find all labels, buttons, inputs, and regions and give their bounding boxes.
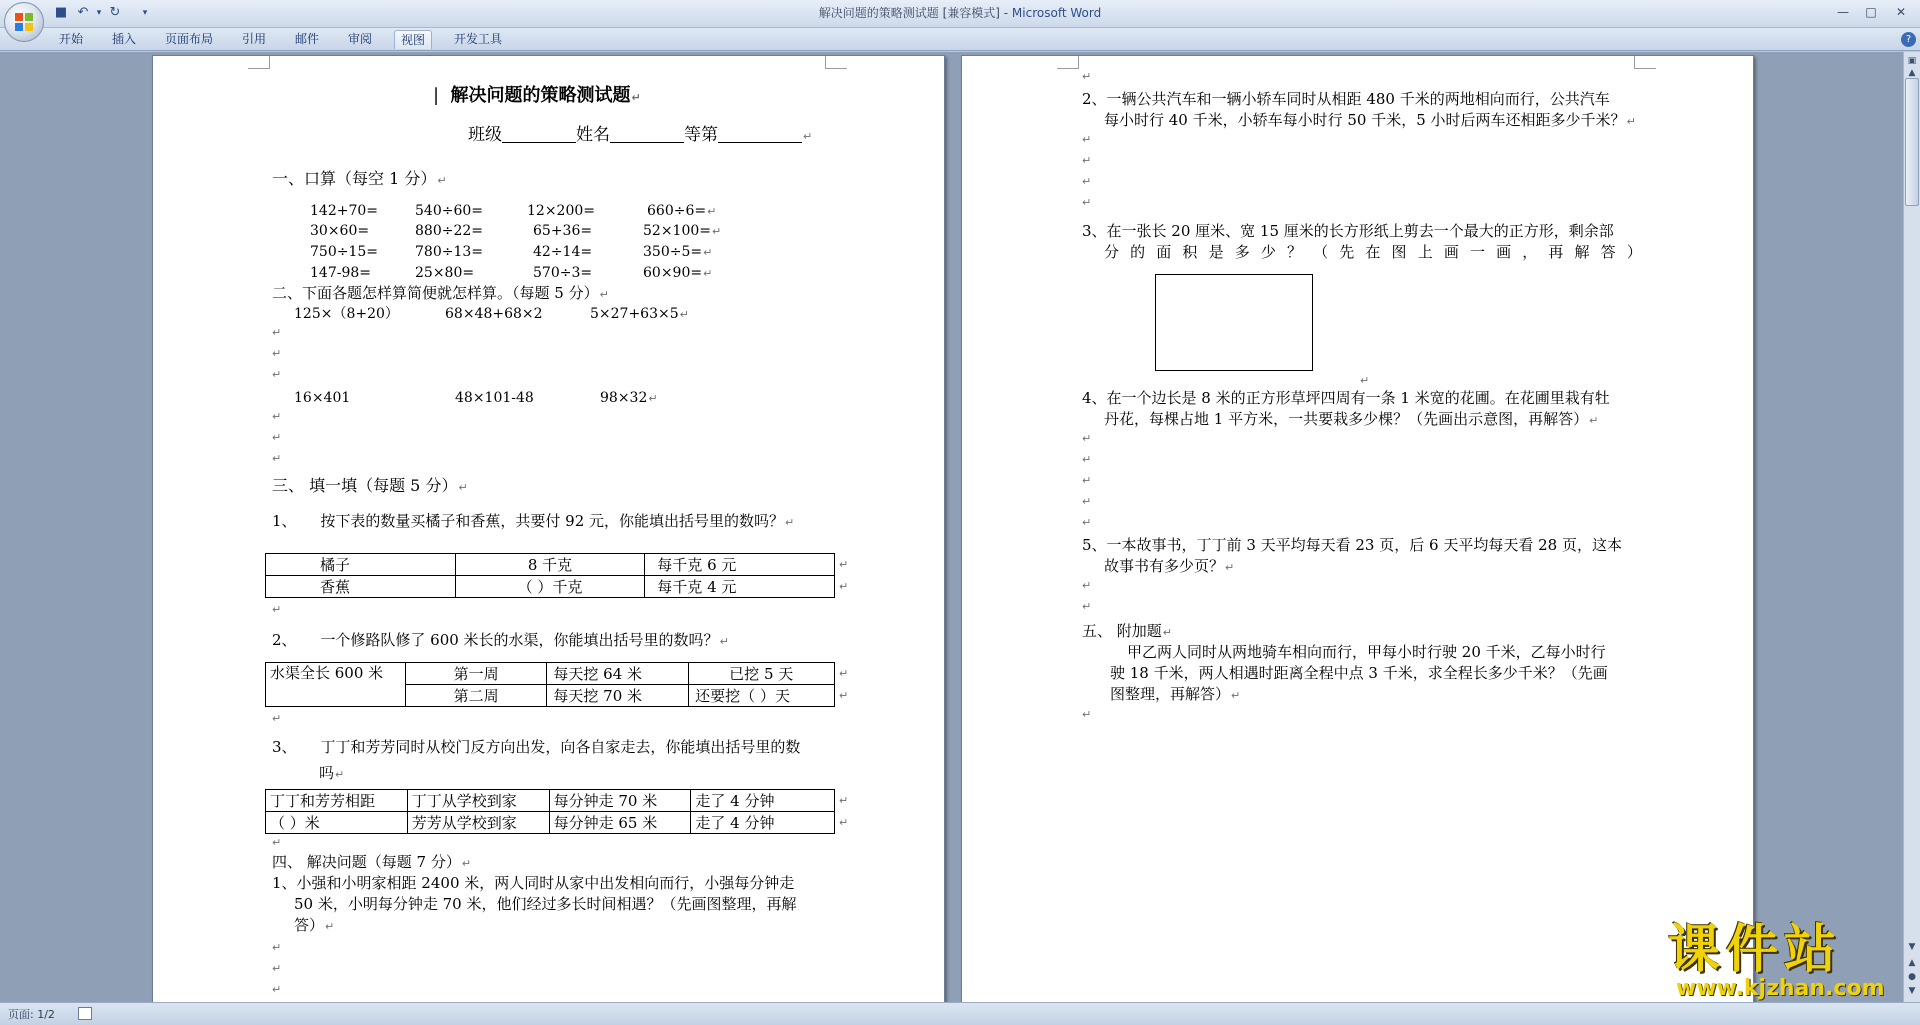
paragraph-mark: ↵: [1082, 133, 1092, 146]
paragraph-mark: ↵: [839, 689, 849, 702]
table-cell[interactable]: 每分钟走 70 米: [549, 790, 691, 812]
calc-item: [600, 389, 658, 408]
title-bar: [0, 0, 1920, 28]
scroll-up-icon[interactable]: ▲: [1908, 68, 1916, 78]
app-name: Microsoft Word: [1011, 6, 1102, 20]
calc-item-text: 350÷5=: [643, 244, 703, 260]
calc-item: [643, 243, 712, 262]
grade-label: 等第: [684, 125, 718, 145]
paragraph-mark: ↵: [461, 857, 472, 870]
paragraph-mark: ↵: [272, 326, 282, 339]
calc-item: [590, 305, 689, 324]
canal-table: [265, 662, 835, 707]
paragraph-mark: ↵: [599, 288, 609, 301]
doc-title: | 解决问题的策略测试题↵: [433, 85, 641, 106]
calc-item: 16×401: [294, 390, 351, 406]
crop-mark: [1634, 55, 1656, 69]
question-text: 吗: [319, 764, 335, 782]
paragraph-mark: ↵: [839, 794, 849, 807]
undo-dropdown-icon[interactable]: ▾: [96, 8, 102, 18]
table-cell[interactable]: 每千克 6 元: [645, 554, 835, 576]
student-info-line: [468, 125, 812, 147]
question-4-1-line-2: 50 米，小明每分钟走 70 米，他们经过多长时间相遇？（先画图整理，再解: [294, 895, 797, 913]
paragraph-mark: ↵: [272, 431, 282, 444]
question-number: 3、: [272, 738, 297, 756]
scroll-thumb[interactable]: [1905, 78, 1919, 206]
paragraph-mark: ↵: [272, 452, 282, 465]
justified-char: ，: [1522, 243, 1538, 261]
question-4-line-2: [1104, 410, 1598, 430]
question-text: 按下表的数量买橘子和香蕉，共要付 92 元，你能填出括号里的数吗？: [320, 512, 785, 530]
close-icon[interactable]: ✕: [1895, 5, 1907, 19]
question-3-3: [272, 738, 800, 756]
calc-item: 48×101-48: [455, 390, 534, 406]
paragraph-mark: ↵: [1082, 579, 1092, 592]
justified-char: 先: [1339, 243, 1355, 261]
table-cell[interactable]: （ ）米: [266, 812, 408, 834]
paragraph-mark: ↵: [437, 174, 447, 187]
justified-char: 图: [1391, 243, 1407, 261]
calc-item-text: 98×32: [600, 390, 648, 406]
justified-char: 画: [1443, 243, 1459, 261]
name-label: 姓名: [576, 125, 610, 145]
justified-char: 积: [1182, 243, 1198, 261]
crop-mark: [1057, 55, 1079, 69]
tab-developer[interactable]: 开发工具: [454, 32, 503, 46]
question-3-1: [272, 512, 794, 532]
justified-char: 的: [1130, 243, 1146, 261]
paragraph-mark: ↵: [272, 983, 282, 996]
calc-item: 125×（8+20）: [294, 306, 399, 322]
table-cell[interactable]: 香蕉: [266, 576, 456, 598]
paragraph-mark: ↵: [1360, 374, 1370, 387]
question-3-2: [272, 631, 729, 651]
question-2-line-1: 2、一辆公共汽车和一辆小轿车同时从相距 480 千米的两地相向而行，公共汽车: [1082, 90, 1610, 108]
section-1-heading: [272, 170, 447, 190]
table-row: [266, 576, 835, 598]
table-cell[interactable]: 橘子: [266, 554, 456, 576]
section-4-heading: [272, 853, 471, 873]
status-bar: [0, 1002, 1920, 1025]
bonus-line-3: [1110, 685, 1240, 705]
name-blank[interactable]: [610, 127, 684, 143]
table-cell[interactable]: （ ）千克: [455, 576, 645, 598]
watermark-logo: [1668, 921, 1906, 1001]
table-cell[interactable]: 芳芳从学校到家: [407, 812, 549, 834]
paragraph-mark: ↵: [1082, 708, 1092, 721]
question-text: 丁丁和芳芳同时从校门反方向出发，向各自家走去，你能填出括号里的数: [320, 738, 801, 756]
question-4-1-line-3: [294, 916, 334, 936]
justified-char: 答: [1600, 243, 1616, 261]
page-2[interactable]: [961, 55, 1754, 1002]
question-2-line-2: [1104, 111, 1636, 131]
table-row: [266, 663, 835, 685]
help-icon[interactable]: ?: [1901, 32, 1916, 47]
justified-char: 分: [1104, 243, 1120, 261]
office-button[interactable]: [4, 2, 44, 42]
paragraph-mark: ↵: [1082, 495, 1092, 508]
tab-view[interactable]: 视图: [394, 30, 432, 49]
section-1-heading-text: 一、口算（每空 1 分）: [272, 169, 437, 188]
table-row: [266, 554, 835, 576]
tab-references[interactable]: 引用: [242, 32, 267, 46]
justified-char: 面: [1156, 243, 1172, 261]
paragraph-mark: ↵: [803, 130, 813, 143]
paragraph-mark: ↵: [719, 635, 729, 648]
calc-item: 880÷22=: [415, 223, 483, 239]
paragraph-mark: ↵: [1082, 600, 1092, 613]
table-cell[interactable]: 第二周: [405, 685, 547, 707]
page-1[interactable]: [152, 55, 945, 1002]
calc-item: 25×80=: [415, 265, 475, 281]
watermark-text: 课件站: [1668, 920, 1843, 980]
calc-item: 42÷14=: [533, 244, 593, 260]
question-4-1-line-1: 1、小强和小明家相距 2400 米，两人同时从家中出发相向而行，小强每分钟走: [272, 874, 795, 892]
question-number: 2、: [272, 631, 297, 649]
table-cell[interactable]: 走了 4 分钟: [691, 790, 835, 812]
table-cell[interactable]: 第一周: [405, 663, 547, 685]
justified-char: ？: [1286, 243, 1302, 261]
question-text: 答）: [294, 916, 325, 934]
justified-char: 再: [1548, 243, 1564, 261]
calc-item: 142+70=: [310, 203, 378, 219]
paragraph-mark: ↵: [1082, 70, 1092, 83]
calc-item-text: 52×100=: [643, 223, 711, 239]
question-number: 1、: [272, 512, 297, 530]
question-text: 故事书有多少页？: [1104, 557, 1225, 575]
bonus-line-1: 甲乙两人同时从两地骑车相向而行，甲每小时行驶 20 千米，乙每小时行: [1127, 643, 1606, 661]
window-title: [0, 0, 1920, 26]
class-blank[interactable]: [502, 127, 576, 143]
justified-char: 上: [1417, 243, 1433, 261]
paragraph-mark: ↵: [458, 481, 468, 494]
table-cell[interactable]: 每天挖 70 米: [547, 685, 689, 707]
paragraph-mark: ↵: [703, 246, 713, 259]
table-cell[interactable]: 每天挖 64 米: [547, 663, 689, 685]
calc-item: [643, 264, 712, 283]
paragraph-mark: ↵: [272, 941, 282, 954]
paragraph-mark: ↵: [1082, 175, 1092, 188]
tab-review[interactable]: 审阅: [348, 32, 373, 46]
office-logo-icon: [15, 13, 34, 32]
vertical-scrollbar[interactable]: [1903, 52, 1920, 1002]
paragraph-mark: ↵: [325, 920, 335, 933]
paragraph-mark: ↵: [272, 368, 282, 381]
paragraph-mark: ↵: [707, 205, 717, 218]
section-5-heading: [1082, 622, 1172, 642]
table-row: [266, 812, 835, 834]
next-page-icon[interactable]: ▼: [1908, 986, 1916, 996]
proofing-icon[interactable]: [78, 1007, 92, 1020]
save-icon[interactable]: ■: [54, 5, 68, 20]
calc-item-text: 660÷6=: [647, 203, 707, 219]
ruler-toggle-icon[interactable]: ▣: [1907, 56, 1917, 66]
paragraph-mark: ↵: [712, 225, 722, 238]
crop-mark: [825, 55, 847, 69]
paragraph-mark: ↵: [335, 768, 345, 781]
calc-item: 780÷13=: [415, 244, 483, 260]
table-cell[interactable]: 还要挖（ ）天: [689, 685, 835, 707]
paragraph-mark: ↵: [1082, 474, 1092, 487]
calc-item: 147-98=: [310, 265, 371, 281]
class-label: 班级: [468, 125, 502, 145]
paragraph-mark: ↵: [648, 392, 658, 405]
table-cell[interactable]: 丁丁和芳芳相距: [266, 790, 408, 812]
distance-table: [265, 789, 835, 834]
paragraph-mark: ↵: [1082, 432, 1092, 445]
redo-icon[interactable]: ↻: [109, 5, 121, 20]
paragraph-mark: ↵: [272, 712, 282, 725]
paragraph-mark: ↵: [679, 308, 689, 321]
minimize-icon[interactable]: —: [1837, 5, 1849, 19]
justified-char: 解: [1574, 243, 1590, 261]
justified-char: 多: [1234, 243, 1250, 261]
question-5-line-2: [1104, 557, 1234, 577]
calc-item: 30×60=: [310, 223, 370, 239]
ribbon-tabs: [0, 28, 1920, 51]
previous-page-icon[interactable]: ▲: [1908, 958, 1916, 968]
justified-char: 少: [1260, 243, 1276, 261]
calc-item: 570÷3=: [533, 265, 593, 281]
section-4-heading-text: 四、 解决问题（每题 7 分）: [272, 853, 461, 871]
tab-home[interactable]: 开始: [59, 32, 84, 46]
grade-blank[interactable]: [718, 127, 802, 143]
justified-char: （: [1313, 243, 1329, 261]
paragraph-mark: ↵: [272, 603, 282, 616]
crop-mark: [248, 55, 270, 69]
paragraph-mark: ↵: [839, 667, 849, 680]
table-cell[interactable]: 走了 4 分钟: [691, 812, 835, 834]
section-3-heading-text: 三、 填一填（每题 5 分）: [272, 476, 458, 495]
question-5-line-1: 5、一本故事书，丁丁前 3 天平均每天看 23 页，后 6 天平均每天看 28 页，这本: [1082, 536, 1622, 554]
table-cell[interactable]: 8 千克: [455, 554, 645, 576]
table-cell[interactable]: 已挖 5 天: [689, 663, 835, 685]
question-3-line-1: 3、在一张长 20 厘米、宽 15 厘米的长方形纸上剪去一个最大的正方形，剩余部: [1082, 222, 1614, 240]
calc-item: 12×200=: [527, 203, 595, 219]
calc-item: [647, 202, 716, 221]
calc-item-text: 60×90=: [643, 265, 703, 281]
paragraph-mark: ↵: [272, 410, 282, 423]
section-5-heading-text: 五、 附加题: [1082, 622, 1162, 640]
paragraph-mark: ↵: [1082, 196, 1092, 209]
paragraph-mark: ↵: [272, 962, 282, 975]
maximize-icon[interactable]: □: [1865, 5, 1877, 19]
select-browse-object-icon[interactable]: ●: [1908, 972, 1916, 982]
section-2-heading: [272, 284, 609, 304]
customize-icon[interactable]: ▾: [142, 8, 148, 18]
calc-item: 750÷15=: [310, 244, 378, 260]
watermark-url: www.kjzhan.com: [1676, 976, 1885, 1001]
table-cell[interactable]: 每分钟走 65 米: [549, 812, 691, 834]
section-2-heading-text: 二、下面各题怎样算简便就怎样算。（每题 5 分）: [272, 284, 599, 302]
paragraph-mark: ↵: [703, 267, 713, 280]
question-text: 每小时行 40 千米，小轿车每小时行 50 千米，5 小时后两车还相距多少千米？: [1104, 111, 1626, 129]
paragraph-mark: ↵: [1225, 561, 1235, 574]
page-indicator[interactable]: 页面: 1/2: [8, 1008, 55, 1021]
doc-title-text: 解决问题的策略测试题: [450, 85, 631, 106]
calc-item: 65+36=: [533, 223, 593, 239]
bonus-line-2: 驶 18 千米，两人相遇时距离全程中点 3 千米，求全程长多少千米？（先画: [1110, 664, 1608, 682]
justified-char: 在: [1365, 243, 1381, 261]
paragraph-mark: ↵: [631, 91, 641, 104]
calc-item: 540÷60=: [415, 203, 483, 219]
calc-item-text: 5×27+63×5: [590, 306, 679, 322]
justified-char: 是: [1208, 243, 1224, 261]
tab-mailings[interactable]: 邮件: [295, 32, 320, 46]
question-text: 一个修路队修了 600 米长的水渠，你能填出括号里的数吗？: [320, 631, 719, 649]
question-text: 图整理，再解答）: [1110, 685, 1231, 703]
paragraph-mark: ↵: [839, 580, 849, 593]
question-3-line-2: [1104, 243, 1642, 261]
question-4-line-1: 4、在一个边长是 8 米的正方形草坪四周有一条 1 米宽的花圃。在花圃里栽有牡: [1082, 389, 1610, 407]
paragraph-mark: ↵: [272, 836, 282, 849]
paragraph-mark: ↵: [1231, 689, 1241, 702]
paragraph-mark: ↵: [1082, 154, 1092, 167]
paragraph-mark: ↵: [1162, 626, 1172, 639]
paragraph-mark: ↵: [839, 558, 849, 571]
section-3-heading: [272, 477, 468, 497]
drawing-box[interactable]: [1155, 274, 1313, 371]
tab-insert[interactable]: 插入: [112, 32, 137, 46]
question-text: 丹花，每棵占地 1 平方米，一共要栽多少棵？（先画出示意图，再解答）: [1104, 410, 1589, 428]
tab-page-layout[interactable]: 页面布局: [165, 32, 214, 46]
justified-char: ）: [1626, 243, 1642, 261]
undo-icon[interactable]: ↶: [77, 5, 89, 20]
document-workspace: [0, 52, 1903, 1002]
table-cell[interactable]: 每千克 4 元: [645, 576, 835, 598]
table-row: [266, 790, 835, 812]
paragraph-mark: ↵: [272, 347, 282, 360]
paragraph-mark: ↵: [839, 816, 849, 829]
paragraph-mark: ↵: [1589, 414, 1599, 427]
justified-char: 一: [1469, 243, 1485, 261]
paragraph-mark: ↵: [1082, 516, 1092, 529]
calc-item: [643, 222, 721, 241]
document-title: 解决问题的策略测试题 [兼容模式] -: [818, 6, 1012, 20]
paragraph-mark: ↵: [785, 516, 795, 529]
table-cell[interactable]: 水渠全长 600 米: [266, 663, 406, 707]
fruit-table: [265, 553, 835, 598]
paragraph-mark: ↵: [1626, 115, 1636, 128]
justified-char: 画: [1496, 243, 1512, 261]
table-cell[interactable]: 丁丁从学校到家: [407, 790, 549, 812]
question-text-cont: [319, 764, 344, 784]
calc-item: 68×48+68×2: [445, 306, 543, 322]
scroll-down-icon[interactable]: ▼: [1908, 942, 1916, 952]
paragraph-mark: ↵: [1082, 453, 1092, 466]
